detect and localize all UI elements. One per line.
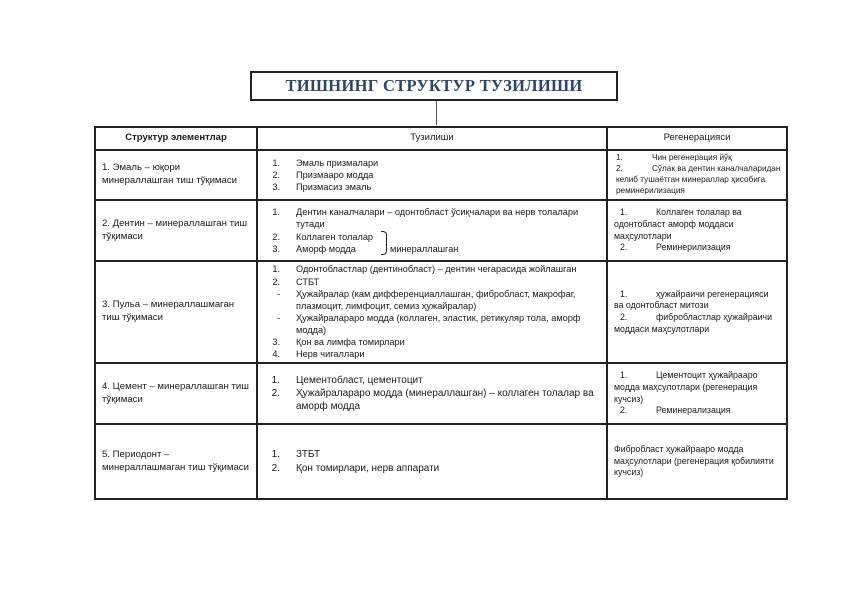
regeneration-item: 2. Реминерилизация <box>620 242 731 253</box>
structure-item: 2. СТБТ <box>272 276 320 287</box>
element-cell: 1. Эмаль – юқори минераллашган тиш тўқимаси <box>95 150 257 200</box>
table-header-row <box>95 127 787 150</box>
regeneration-item: 2. Сўлак ва дентин каналчаларидан келиб тушаётган минераллар ҳисобига реминерилизация <box>616 164 781 195</box>
table-row-enamel <box>95 150 787 200</box>
element-cell: 2. Дентин – минераллашган тиш тўқимаси <box>95 200 257 261</box>
structure-item: 1. Цементобласт, цементоцит <box>271 374 423 386</box>
structure-cell <box>257 363 607 424</box>
structure-item: 2. Қон томирлари, нерв аппарати <box>271 462 440 474</box>
structure-item: 2. Коллаген толалар <box>272 231 374 242</box>
regeneration-cell <box>607 261 787 363</box>
header-elements: Структур элементлар <box>95 127 257 150</box>
brace-note: минераллашган <box>390 243 459 254</box>
table-row-dentin <box>95 200 787 261</box>
regeneration-item: 2. фибробластлар ҳужайраичи моддаси маҳсулотлари <box>614 312 773 334</box>
structure-item: 2. Призмааро модда <box>272 169 374 180</box>
structure-cell <box>257 424 607 499</box>
table-row-periodontium <box>95 424 787 499</box>
regeneration-item: 1. ҳужайраичи регенерацияси ва одонтобласт митози <box>614 288 769 311</box>
structure-item: 4. Нерв чигаллари <box>272 349 365 360</box>
structure-item: 3. Қон ва лимфа томирлари <box>272 337 405 348</box>
table-row-pulp <box>95 261 787 363</box>
regeneration-item: 1. Коллаген толалар ва одонтобласт аморф моддаси маҳсулотлари <box>614 207 742 241</box>
header-regeneration: Регенерацияси <box>607 127 787 150</box>
regeneration-cell <box>607 150 787 200</box>
structure-item: 1. ЗТБТ <box>271 449 321 461</box>
diagram-title: ТИШНИНГ СТРУКТУР ТУЗИЛИШИ <box>250 71 618 101</box>
regeneration-item: 2. Реминерализация <box>620 405 731 416</box>
structure-item: 2. Ҳужайралараро модда (минераллашган) – коллаген толалар ва аморф модда <box>271 387 594 413</box>
structure-cell <box>257 150 607 200</box>
element-cell: 3. Пульа – минераллашмаган тиш тўқимаси <box>95 261 257 363</box>
table-row-cement <box>95 363 787 424</box>
structure-item: 1. Одонтобластлар (дентинобласт) – дентин чегарасида жойлашган <box>272 264 577 275</box>
structure-item: 3. Призмасиз эмаль <box>272 182 372 193</box>
title-connector-line <box>436 101 437 125</box>
header-structure: Тузилиши <box>257 127 607 150</box>
regeneration-cell <box>607 363 787 424</box>
structure-cell <box>257 261 607 363</box>
element-cell: 5. Периодонт – минераллашмаган тиш тўқимаси <box>95 424 257 499</box>
regeneration-cell <box>607 200 787 261</box>
structure-item: 3. Аморф модда минераллашган <box>258 243 598 255</box>
regeneration-item: 1. Цементоцит ҳужайрааро модда маҳсулотлари (регенерация кучсиз) <box>614 370 758 404</box>
regeneration-cell: Фибробласт ҳужайрааро модда маҳсулотлари (регенерация қобилияти кучсиз) <box>607 424 787 499</box>
structure-item: - Ҳужайралар (кам дифференциаллашган, фибробласт, макрофаг, плазмоцит, лимфоцит, семиз ҳужайралар) <box>276 288 576 311</box>
structure-cell <box>257 200 607 261</box>
structure-item: 1. Дентин каналчалари – одонтобласт ўсиқчалари ва нерв толалари тутади <box>272 207 579 230</box>
structure-item: 1. Эмаль призмалари <box>272 157 379 168</box>
brace-mark <box>381 231 387 255</box>
structure-table <box>94 126 788 500</box>
structure-item: - Ҳужайралараро модда (коллаген, эластик, ретикуляр тола, аморф модда) <box>276 313 581 336</box>
element-cell: 4. Цемент – минераллашган тиш тўқимаси <box>95 363 257 424</box>
regeneration-item: 1. Чин регенерация йўқ <box>616 153 732 163</box>
